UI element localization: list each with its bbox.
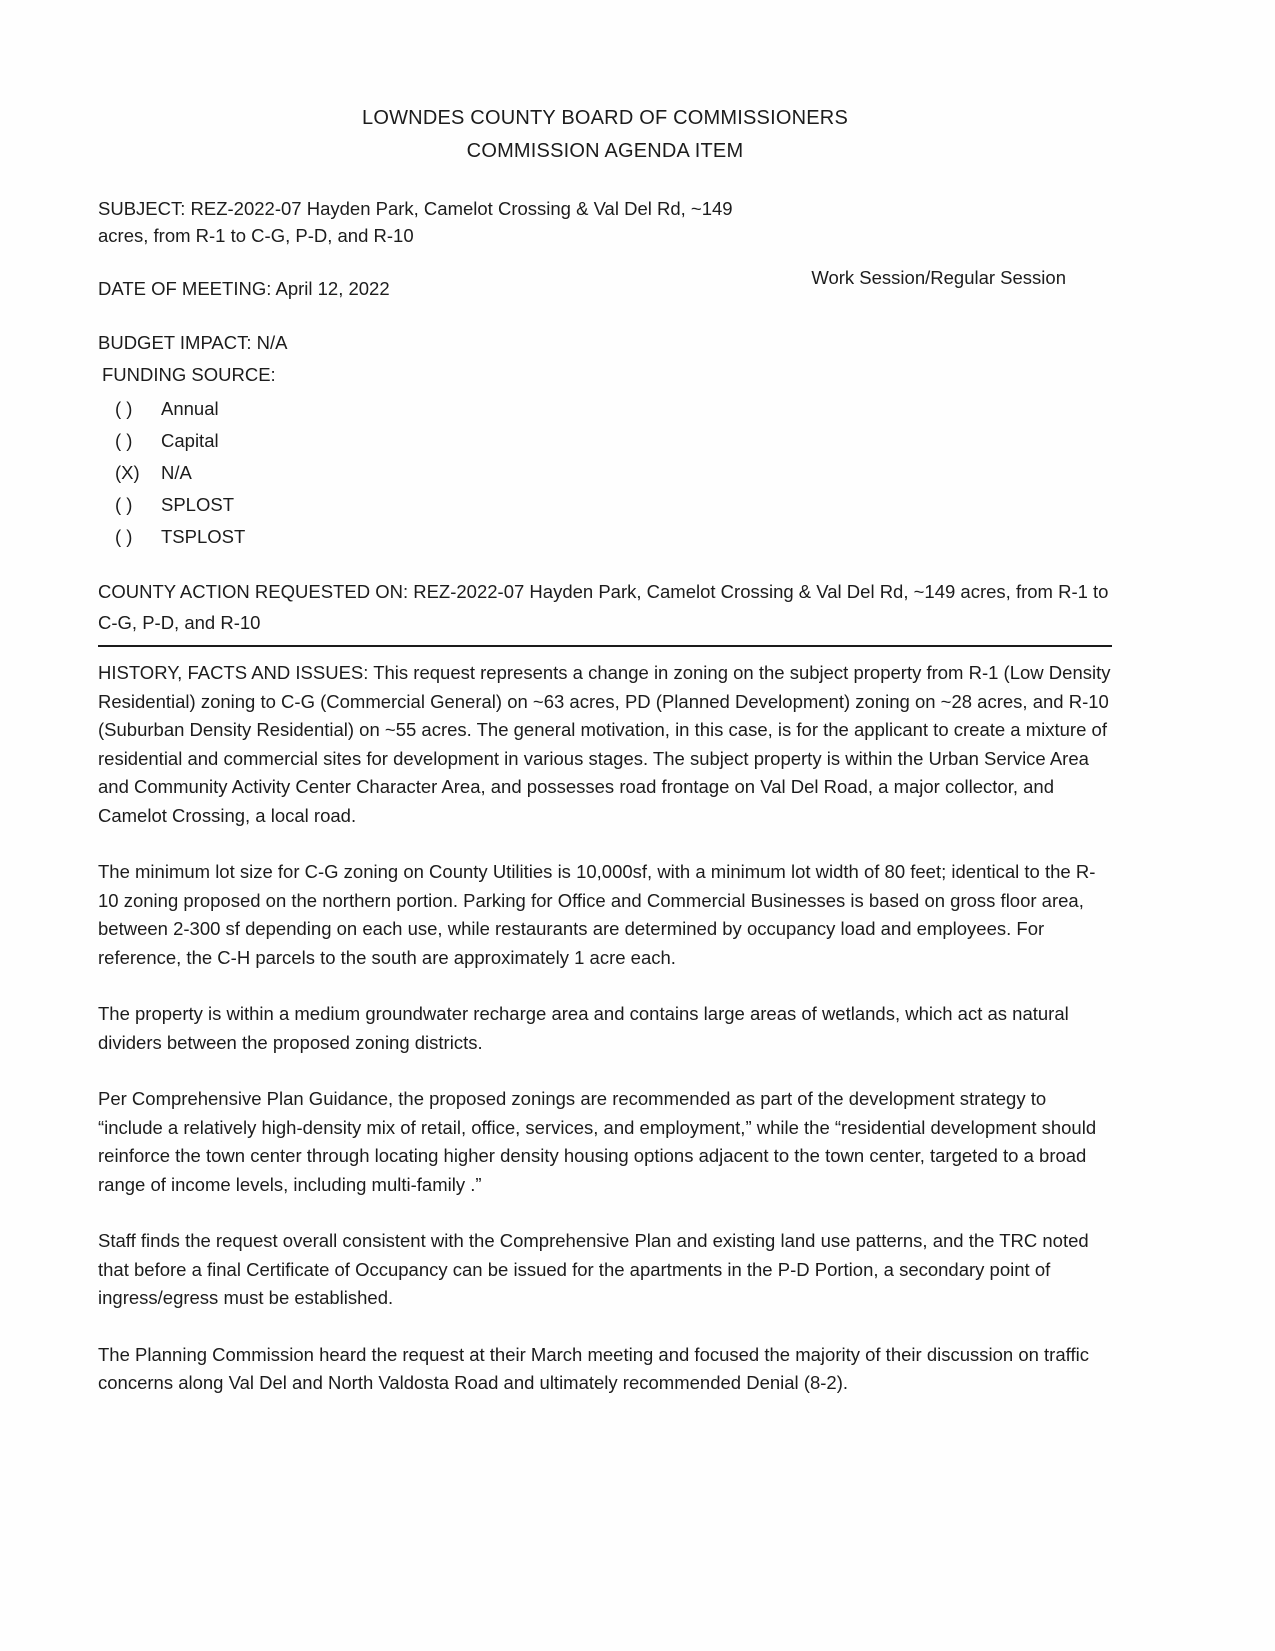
paragraph-comprehensive-plan: Per Comprehensive Plan Guidance, the proposed zonings are recommended as part of the development strategy to “include a relatively high-density mix of retail, office, services, and employment,” while the “residential development should reinforce the town center through locating higher density housing options adjacent to the town center, targeted to a broad range of income levels, including multi-family .” [98,1088,1097,1195]
funding-option-label: N/A [161,462,192,483]
funding-option-label: SPLOST [161,494,234,515]
funding-option-na [115,457,1112,489]
county-action-requested: COUNTY ACTION REQUESTED ON: REZ-2022-07 Hayden Park, Camelot Crossing & Val Del Rd, ~149 acres, from R-1 to C-G, P-D, and R-10 [98,581,1109,633]
funding-option-tsplost [115,521,1112,553]
document-title-line2: COMMISSION AGENDA ITEM [466,140,744,162]
funding-option-splost [115,489,1112,521]
session-type: Work Session/Regular Session [811,267,1066,288]
paragraph-planning-commission: The Planning Commission heard the request at their March meeting and focused the majority of their discussion on traffic concerns along Val Del and North Valdosta Road and ultimately recommended Denial (8-2). [98,1343,1089,1393]
paragraph-groundwater: The property is within a medium groundwater recharge area and contains large areas of wetlands, which act as natural dividers between the proposed zoning districts. [98,1003,1069,1053]
paragraph-history: HISTORY, FACTS AND ISSUES: This request represents a change in zoning on the subject property from R-1 (Low Density Residential) zoning to C-G (Commercial General) on ~63 acres, PD (Planned Development) zoning on ~28 acres, and R-10 (Suburban Density Residential) on ~55 acres. The general motivation, in this case, is for the applicant to create a mixture of residential and commercial sites for development in various stages. The subject property is within the Urban Service Area and Community Activity Center Character Area, and possesses road frontage on Val Del Road, a major collector, and Camelot Crossing, a local road. [98,662,1111,826]
funding-option-annual [115,393,1112,425]
history-facts-issues-section [98,659,1112,1398]
checkbox-mark: ( ) [115,526,133,547]
checkbox-mark: ( ) [115,494,133,515]
checkbox-mark-checked: (X) [115,462,140,483]
funding-option-label: Annual [161,398,219,419]
document-title-line1: LOWNDES COUNTY BOARD OF COMMISSIONERS [362,107,848,129]
funding-source-label: FUNDING SOURCE: [102,364,276,385]
budget-impact: BUDGET IMPACT: N/A [98,332,288,353]
funding-option-label: Capital [161,430,219,451]
document-title [98,102,1112,168]
subject-line: SUBJECT: REZ-2022-07 Hayden Park, Camelot Crossing & Val Del Rd, ~149 acres, from R-1 to C-G, P-D, and R-10 [98,198,733,246]
date-of-meeting: DATE OF MEETING: April 12, 2022 [98,278,390,299]
meeting-date-row [98,267,1112,302]
funding-option-capital [115,425,1112,457]
checkbox-mark: ( ) [115,430,133,451]
section-divider [98,645,1112,647]
checkbox-mark: ( ) [115,398,133,419]
funding-options-list [115,393,1112,553]
funding-option-label: TSPLOST [161,526,246,547]
paragraph-staff-findings: Staff finds the request overall consistent with the Comprehensive Plan and existing land use patterns, and the TRC noted that before a final Certificate of Occupancy can be issued for the apartments in the P-D Portion, a secondary point of ingress/egress must be established. [98,1230,1089,1308]
paragraph-lot-size: The minimum lot size for C-G zoning on County Utilities is 10,000sf, with a minimum lot width of 80 feet; identical to the R-10 zoning proposed on the northern portion. Parking for Office and Commercial Businesses is based on gross floor area, between 2-300 sf depending on each use, while restaurants are determined by occupancy load and employees. For reference, the C-H parcels to the south are approximately 1 acre each. [98,861,1096,968]
